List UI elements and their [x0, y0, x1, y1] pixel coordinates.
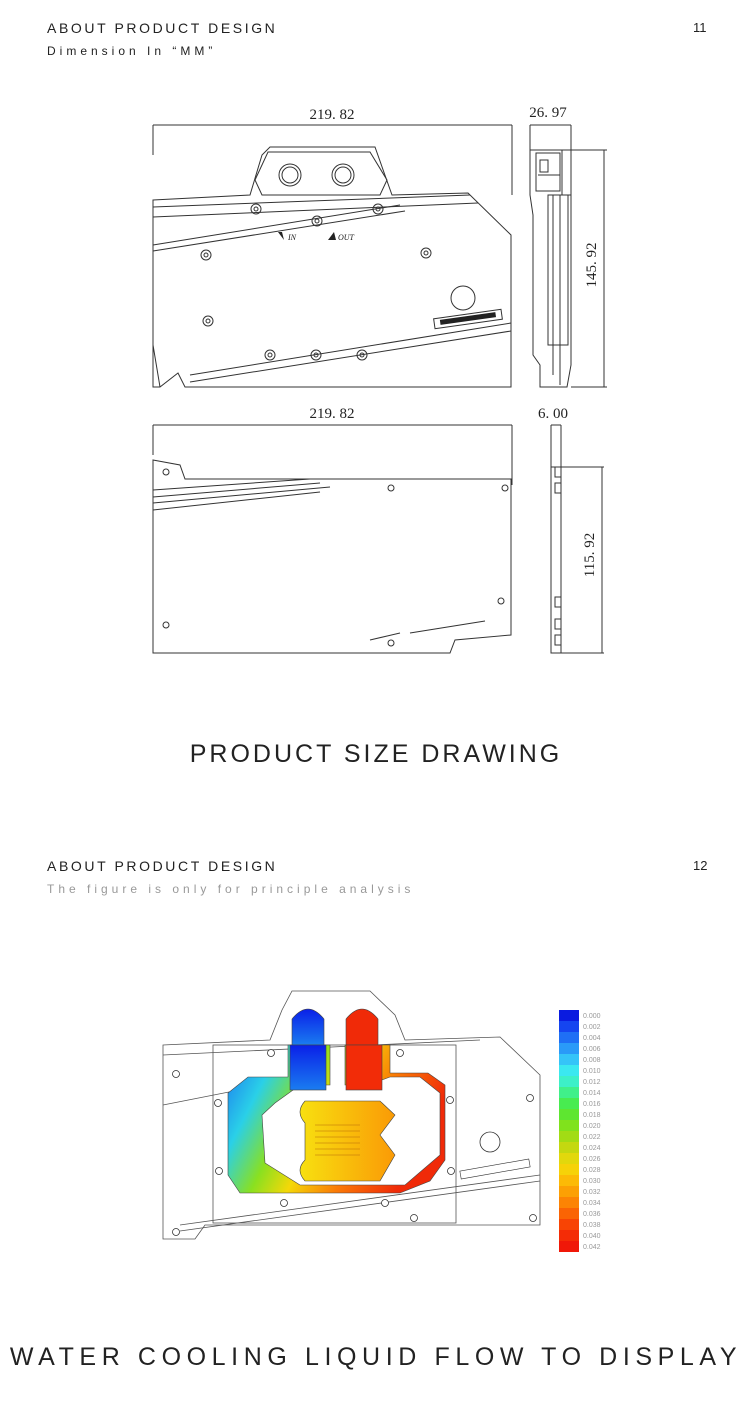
- section2-title: ABOUT PRODUCT DESIGN: [47, 858, 278, 874]
- legend-value: 0.008: [583, 1057, 601, 1064]
- legend-value: 0.006: [583, 1046, 601, 1053]
- legend-swatch: [559, 1131, 579, 1142]
- legend-value: 0.026: [583, 1156, 601, 1163]
- legend-value: 0.002: [583, 1024, 601, 1031]
- backplate-depth-label: 6. 00: [538, 406, 568, 422]
- backplate-side-view: [551, 467, 561, 653]
- legend-value: 0.022: [583, 1134, 601, 1141]
- legend-swatch: [559, 1120, 579, 1131]
- core-fin-area: [300, 1101, 395, 1181]
- legend-swatch: [559, 1021, 579, 1032]
- legend-value: 0.020: [583, 1123, 601, 1130]
- legend-swatch: [559, 1098, 579, 1109]
- legend-value: 0.030: [583, 1178, 601, 1185]
- legend-swatch: [559, 1219, 579, 1230]
- legend-swatch: [559, 1230, 579, 1241]
- legend-value: 0.016: [583, 1101, 601, 1108]
- legend-swatch: [559, 1032, 579, 1043]
- legend-value: 0.040: [583, 1233, 601, 1240]
- legend-value: 0.036: [583, 1211, 601, 1218]
- section1-page-number: 11: [693, 20, 707, 35]
- product-size-caption: PRODUCT SIZE DRAWING: [189, 740, 563, 768]
- legend-value: 0.042: [583, 1244, 601, 1251]
- legend-value: 0.032: [583, 1189, 601, 1196]
- legend-swatch: [559, 1186, 579, 1197]
- backplate-outline: [153, 460, 511, 653]
- section2-subtitle: The figure is only for principle analysis: [47, 882, 415, 896]
- legend-swatch: [559, 1241, 579, 1252]
- legend-value: 0.018: [583, 1112, 601, 1119]
- legend-swatch: [559, 1142, 579, 1153]
- legend-swatch: [559, 1197, 579, 1208]
- legend-swatch: [559, 1109, 579, 1120]
- top-width-label: 219. 82: [309, 107, 355, 123]
- legend-swatch: [559, 1153, 579, 1164]
- product-size-drawing: [0, 95, 752, 675]
- out-port-label: OUT: [338, 233, 355, 242]
- waterblock-top-outline: [153, 147, 511, 387]
- side-depth-label: 26. 97: [529, 105, 567, 121]
- legend-swatch: [559, 1054, 579, 1065]
- legend-swatch: [559, 1065, 579, 1076]
- coolant-inlet: [292, 1009, 324, 1045]
- legend-swatch: [559, 1164, 579, 1175]
- section1-subtitle: Dimension In “MM”: [47, 44, 217, 58]
- section2-page-number: 12: [693, 858, 708, 873]
- legend-value: 0.004: [583, 1035, 601, 1042]
- legend-value: 0.038: [583, 1222, 601, 1229]
- legend-value: 0.034: [583, 1200, 601, 1207]
- in-port-label: IN: [288, 233, 296, 242]
- legend-swatch: [559, 1010, 579, 1021]
- legend-swatch: [559, 1175, 579, 1186]
- screw-holes: [201, 204, 475, 360]
- legend-value: 0.014: [583, 1090, 601, 1097]
- bottom-height-label: 115. 92: [582, 532, 598, 578]
- legend-swatch: [559, 1076, 579, 1087]
- legend-value: 0.028: [583, 1167, 601, 1174]
- coolant-outlet: [346, 1009, 378, 1045]
- legend-value: 0.012: [583, 1079, 601, 1086]
- section1-title: ABOUT PRODUCT DESIGN: [47, 20, 278, 36]
- top-height-label: 145. 92: [584, 242, 600, 288]
- legend-value: 0.010: [583, 1068, 601, 1075]
- legend-swatch: [559, 1087, 579, 1098]
- liquid-flow-figure: [0, 985, 752, 1265]
- legend-swatch: [559, 1043, 579, 1054]
- legend-value: 0.000: [583, 1013, 601, 1020]
- flow-color-legend: [559, 1010, 601, 1252]
- flow-display-caption: WATER COOLING LIQUID FLOW TO DISPLAY: [9, 1343, 743, 1371]
- legend-swatch: [559, 1208, 579, 1219]
- legend-value: 0.024: [583, 1145, 601, 1152]
- bottom-width-label: 219. 82: [309, 406, 355, 422]
